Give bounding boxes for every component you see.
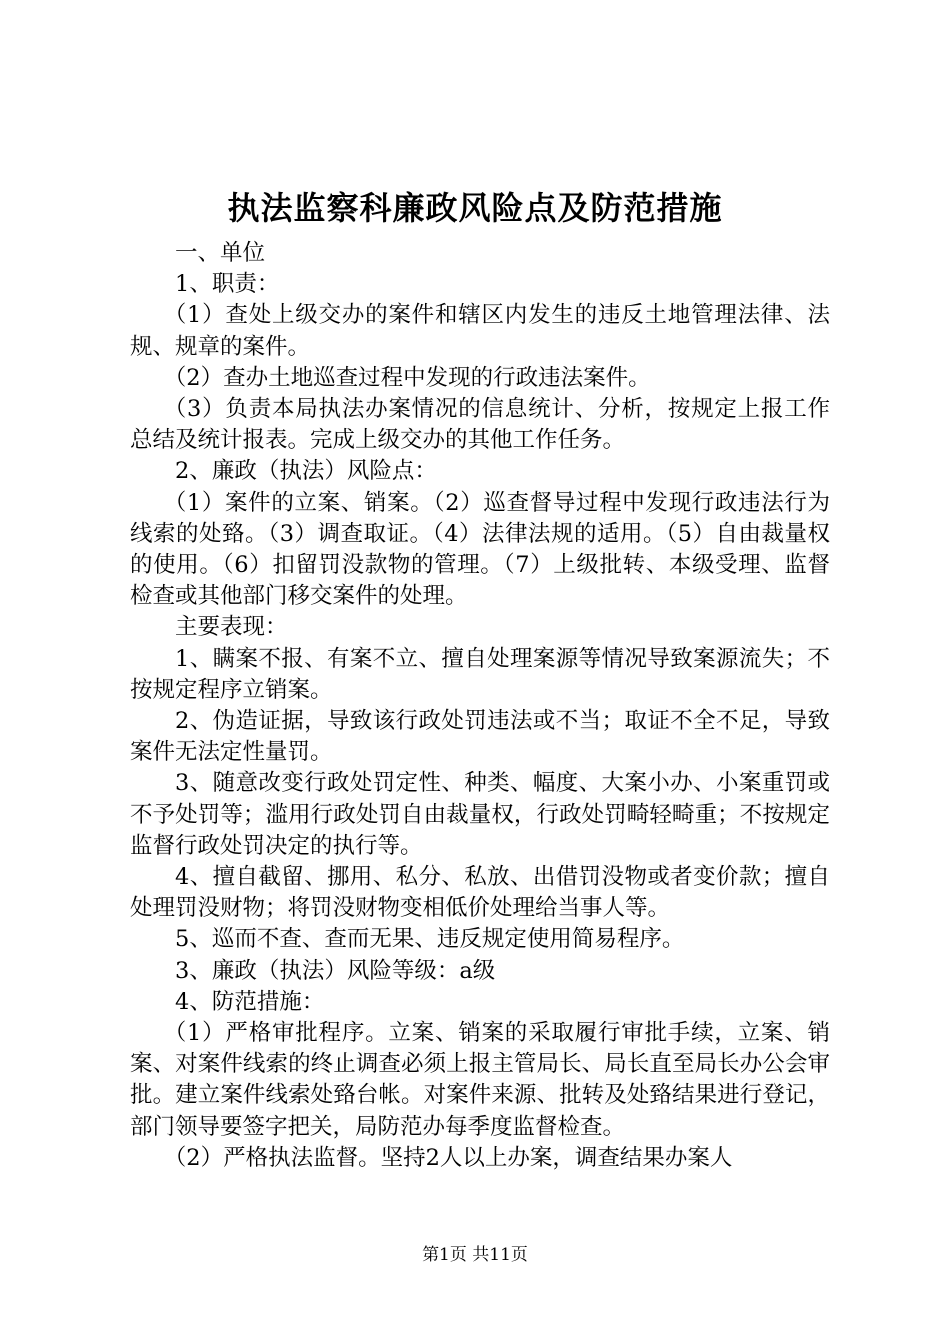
manifestation-item-5: 5、巡而不查、查而无果、违反规定使用简易程序。	[175, 926, 685, 953]
page-footer: 第1页 共11页	[422, 1245, 528, 1265]
section-heading-unit: 一、单位	[175, 240, 266, 266]
heading-duties: 1、职责：	[175, 271, 280, 298]
duty-item-3: （3）负责本局执法办案情况的信息统计、分析，按规定上报工作总结及统计报表。完成上级交办的其他工作任务。	[130, 396, 830, 454]
manifestation-item-2: 2、伪造证据，导致该行政处罚违法或不当；取证不全不足，导致案件无法定性量罚。	[130, 708, 830, 766]
document-title: 执法监察科廉政风险点及防范措施	[227, 189, 723, 227]
heading-prevention-measures: 4、防范措施：	[175, 988, 325, 1015]
heading-main-manifestations: 主要表现：	[175, 614, 288, 641]
risk-points-list: （1）案件的立案、销案。（2）巡查督导过程中发现行政违法行为线索的处臵。（3）调查取证。（4）法律法规的适用。（5）自由裁量权的使用。（6）扣留罚没款物的管理。（7）上级批转、本级受理、监督检查或其他部门移交案件的处理。	[130, 489, 830, 610]
manifestation-item-4: 4、擅自截留、挪用、私分、私放、出借罚没物或者变价款；擅自处理罚没财物；将罚没财物变相低价处理给当事人等。	[130, 864, 830, 922]
document-body	[130, 238, 830, 1174]
heading-risk-points: 2、廉政（执法）风险点：	[175, 458, 437, 485]
manifestation-item-1: 1、瞒案不报、有案不立、擅自处理案源等情况导致案源流失；不按规定程序立销案。	[130, 645, 830, 703]
prevention-item-2: （2）严格执法监督。坚持2人以上办案，调查结果办案人	[163, 1144, 733, 1171]
heading-risk-level: 3、廉政（执法）风险等级：a级	[175, 957, 496, 984]
prevention-item-1: （1）严格审批程序。立案、销案的采取履行审批手续，立案、销案、对案件线索的终止调查必须上报主管局长、局长直至局长办公会审批。建立案件线索处臵台帐。对案件来源、批转及处臵结果进行登记，部门领导要签字把关，局防范办每季度监督检查。	[130, 1020, 830, 1140]
duty-item-1: （1）查处上级交办的案件和辖区内发生的违反土地管理法律、法规、规章的案件。	[130, 302, 830, 360]
duty-item-2: （2）查办土地巡查过程中发现的行政违法案件。	[163, 364, 651, 391]
manifestation-item-3: 3、随意改变行政处罚定性、种类、幅度、大案小办、小案重罚或不予处罚等；滥用行政处罚自由裁量权，行政处罚畸轻畸重；不按规定监督行政处罚决定的执行等。	[130, 770, 830, 859]
